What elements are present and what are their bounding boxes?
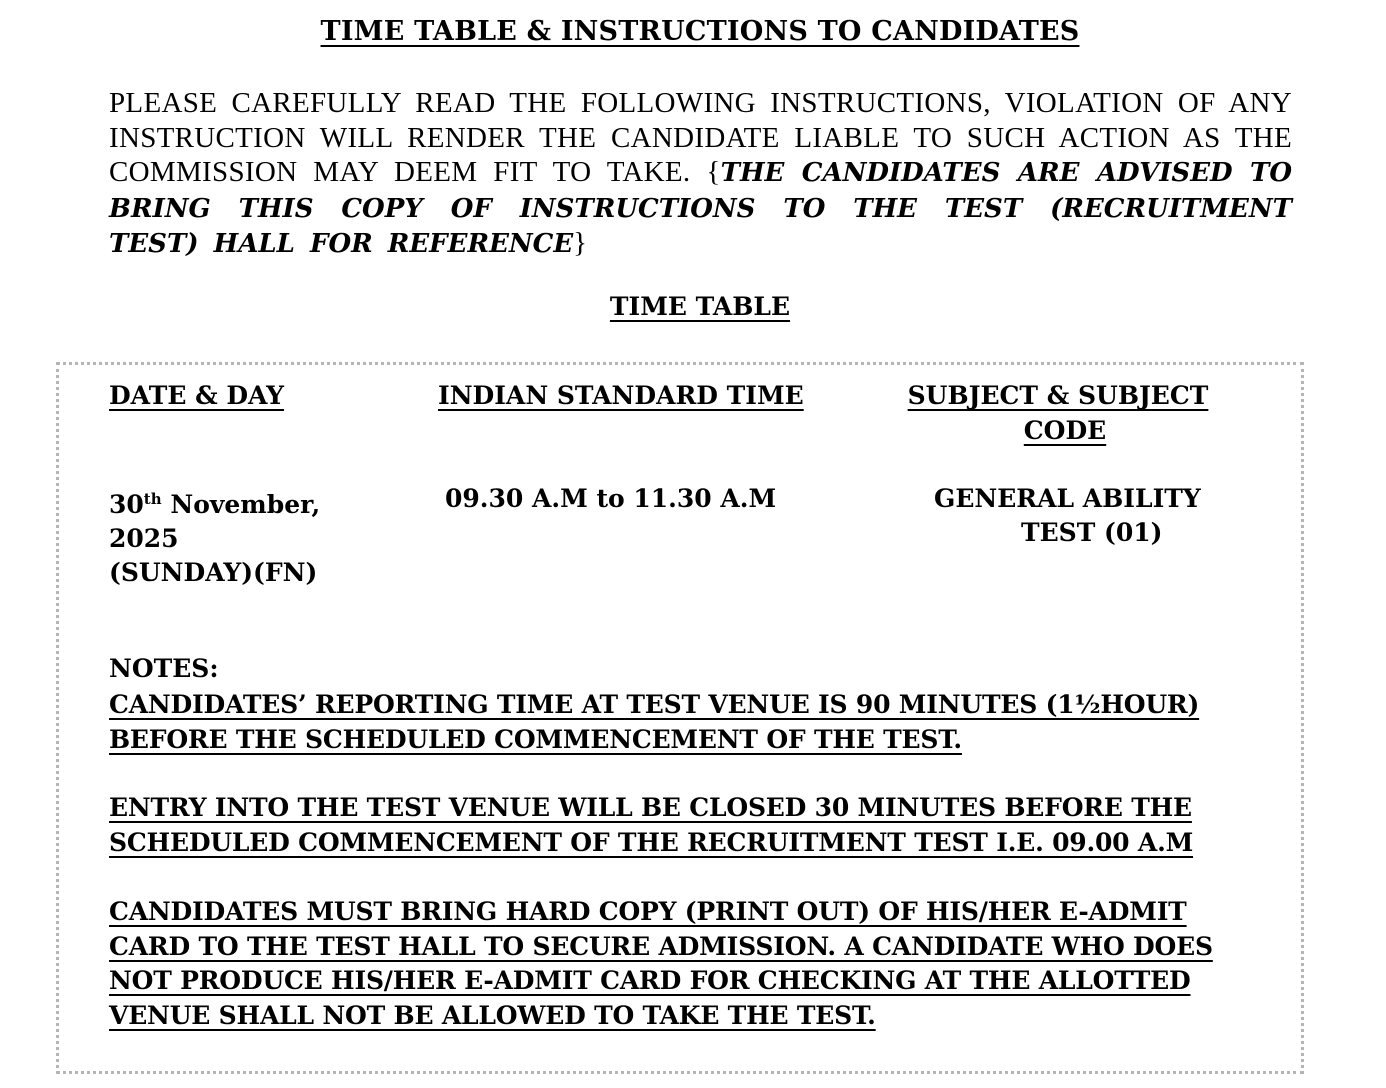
header-subject-line2: CODE [1023,416,1107,445]
intro-paragraph [109,86,1292,262]
intro-text: PLEASE CAREFULLY READ THE FOLLOWING INSTRUCTIONS, VIOLATION OF ANY INSTRUCTION WILL RENDER THE CANDIDATE LIABLE TO SUCH ACTION AS THE COMMISSION MAY DEEM FIT TO TAKE. { [109,87,1292,188]
note-entry-closed: ENTRY INTO THE TEST VENUE WILL BE CLOSED 30 MINUTES BEFORE THE SCHEDULED COMMENCEMENT OF THE RECRUITMENT TEST I.E. 09.00 A.M [109,793,1194,857]
cell-date: 30th November, 2025 (SUNDAY)(FN) [109,490,321,587]
header-time: INDIAN STANDARD TIME [438,381,804,410]
intro-emphasis: THE CANDIDATES ARE ADVISED TO BRING THIS COPY OF INSTRUCTIONS TO THE TEST (RECRUITMENT TEST) HALL FOR REFERENCE [109,158,1292,259]
header-subject-line1: SUBJECT & SUBJECT [907,381,1209,410]
cell-subject: GENERAL ABILITY TEST (01) [934,484,1201,547]
notes-label: NOTES: [109,654,219,683]
note-reporting-time: CANDIDATES’ REPORTING TIME AT TEST VENUE IS 90 MINUTES (1½HOUR) BEFORE THE SCHEDULED COMMENCEMENT OF THE TEST. [109,690,1200,754]
cell-time: 09.30 A.M to 11.30 A.M [445,484,777,513]
timetable-title: TIME TABLE [609,292,791,321]
note-admit-card: CANDIDATES MUST BRING HARD COPY (PRINT OUT) OF HIS/HER E-ADMIT CARD TO THE TEST HALL TO SECURE ADMISSION. A CANDIDATE WHO DOES NOT PRODUCE HIS/HER E-ADMIT CARD FOR CHECKING AT THE ALLOTTED VENUE SHALL NOT BE ALLOWED TO TAKE THE TEST. [109,897,1213,1030]
header-date-day: DATE & DAY [109,381,285,410]
intro-close: } [573,227,588,259]
document-title: TIME TABLE & INSTRUCTIONS TO CANDIDATES [320,16,1080,47]
